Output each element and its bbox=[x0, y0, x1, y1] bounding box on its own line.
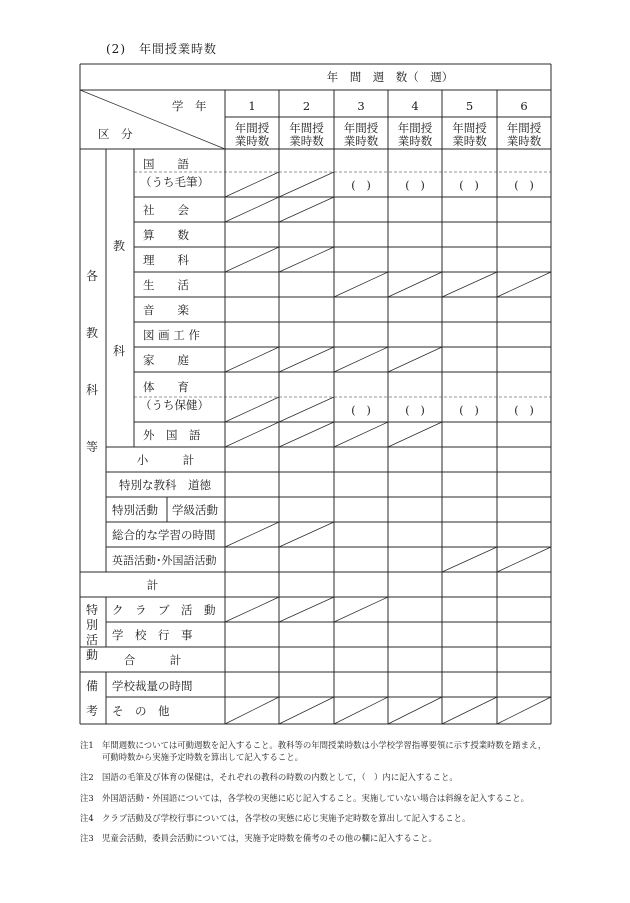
note-item: 注2 国語の毛筆及び体育の保健は，それぞれの教科の時数の内数として，（ ）内に記入すること。 bbox=[80, 772, 458, 783]
special-group-label: 特 別 活 動 bbox=[85, 603, 98, 662]
gakkyu-label: 学級活動 bbox=[172, 503, 218, 517]
club-label: ク ラ ブ 活 動 bbox=[112, 603, 216, 617]
paren-taiiku-5: ( ) bbox=[459, 404, 479, 417]
subject-ongaku: 音 楽 bbox=[143, 303, 189, 317]
note-item: 注3 外国語活動・外国語については，各学校の実態に応じ記入すること。実施していない場合は斜線を記入すること。 bbox=[80, 792, 529, 803]
grade-label: 学 年 bbox=[172, 99, 207, 113]
annual-hours-label: 年間授 業時数 bbox=[506, 121, 542, 148]
grade-5: 5 bbox=[465, 99, 474, 113]
paren-kokugo-6: ( ) bbox=[514, 179, 534, 192]
group-label-kyoka-1: 教 bbox=[112, 239, 125, 253]
subject-sansu: 算 数 bbox=[143, 228, 189, 242]
subject-gaikokugo: 外 国 語 bbox=[143, 428, 201, 442]
subject-shakai: 社 会 bbox=[143, 203, 189, 217]
category-label: 区 分 bbox=[98, 127, 133, 141]
biko-label-2: 考 bbox=[85, 704, 98, 718]
biko-label-1: 備 bbox=[85, 679, 98, 693]
note-item: 注3 児童会活動，委員会活動については，実施予定時数を備考のその他の欄に記入すること。 bbox=[80, 832, 437, 843]
paren-kokugo-5: ( ) bbox=[459, 179, 479, 192]
grade-6: 6 bbox=[520, 99, 528, 113]
group-label-kaku: 各 bbox=[85, 269, 98, 283]
note-item: 注4 クラブ活動及び学校行事については，各学校の実態に応じ実施予定時数を算出して記入すること。 bbox=[80, 812, 471, 823]
notes bbox=[80, 739, 550, 852]
group-label-to: 等 bbox=[85, 440, 98, 454]
grade-1: 1 bbox=[248, 99, 256, 113]
grade-2: 2 bbox=[302, 99, 311, 113]
subject-taiiku-sub: （うち保健） bbox=[140, 398, 209, 412]
annual-hours-label: 年間授 業時数 bbox=[397, 121, 433, 148]
paren-kokugo-4: ( ) bbox=[405, 179, 425, 192]
group-label-kyo: 教 bbox=[85, 326, 98, 340]
gyoji-label: 学 校 行 事 bbox=[112, 628, 193, 642]
sairyo-label: 学校裁量の時間 bbox=[112, 679, 193, 693]
sogo-label: 総合的な学習の時間 bbox=[112, 528, 216, 542]
group-label-kyoka-2: 科 bbox=[112, 344, 125, 358]
eigo-label: 英語活動･外国語活動 bbox=[112, 554, 217, 567]
moral-label: 特別な教科 道徳 bbox=[119, 478, 211, 492]
paren-taiiku-6: ( ) bbox=[514, 404, 534, 417]
paren-taiiku-3: ( ) bbox=[351, 404, 371, 417]
subject-seikatsu: 生 活 bbox=[143, 278, 189, 292]
sonota-label: そ の 他 bbox=[112, 704, 170, 718]
subject-kokugo: 国 語 bbox=[143, 157, 189, 171]
grand-total-label: 合 計 bbox=[123, 653, 182, 667]
annual-hours-label: 年間授 業時数 bbox=[343, 121, 379, 148]
subject-katei: 家 庭 bbox=[143, 353, 189, 367]
group-label-ka: 科 bbox=[85, 383, 98, 397]
subject-zuga: 図 画 工 作 bbox=[143, 328, 200, 342]
weeks-title: 年 間 週 数（ 週） bbox=[326, 70, 454, 84]
subject-kokugo-sub: （うち毛筆） bbox=[140, 175, 209, 189]
note-item: 注1 年間週数については可動週数を記入すること。教科等の年間授業時数は小学校学習指導要領に示す授業時数を踏まえ，可動時数から実施予定時数を算出して記入すること。 bbox=[80, 740, 547, 763]
total-label: 計 bbox=[146, 578, 159, 592]
tokkatsu-label: 特別活動 bbox=[112, 503, 158, 517]
annual-hours-label: 年間授 業時数 bbox=[289, 121, 324, 148]
paren-taiiku-4: ( ) bbox=[405, 404, 425, 417]
subject-rika: 理 科 bbox=[143, 253, 189, 267]
grade-3: 3 bbox=[357, 99, 365, 113]
grade-4: 4 bbox=[411, 99, 419, 113]
annual-hours-label: 年間授 業時数 bbox=[452, 121, 487, 148]
annual-hours-label: 年間授 業時数 bbox=[234, 121, 270, 148]
section-heading: (2) 年間授業時数 bbox=[106, 42, 217, 56]
subtotal-label: 小 計 bbox=[136, 453, 195, 467]
paren-kokugo-3: ( ) bbox=[351, 179, 371, 192]
subject-taiiku: 体 育 bbox=[143, 380, 189, 394]
